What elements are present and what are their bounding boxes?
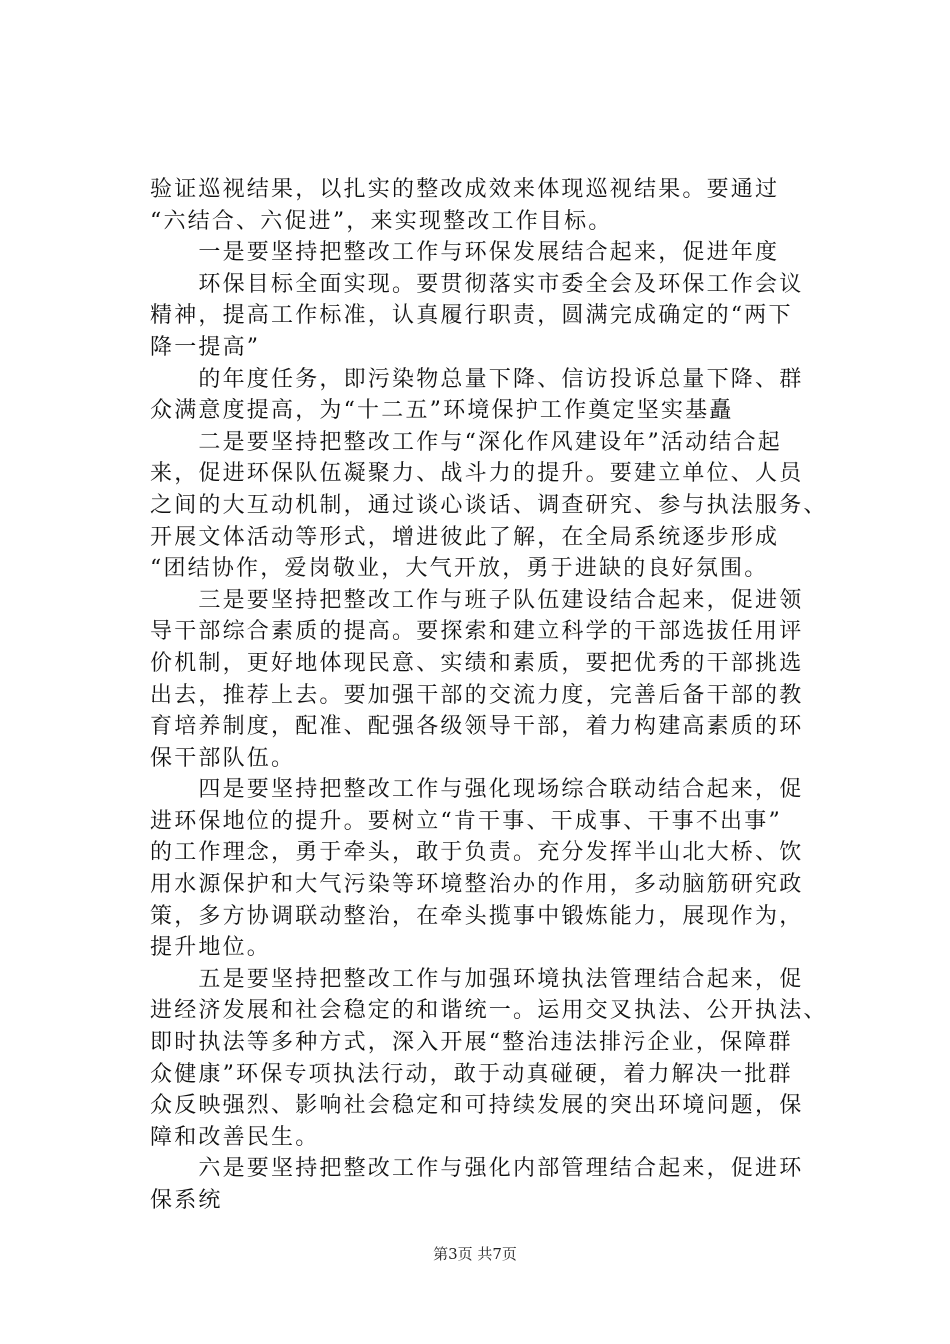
text-line: 精神，提高工作标准，认真履行职责，圆满完成确定的“两下	[150, 303, 793, 329]
text-line: 三是要坚持把整改工作与班子队伍建设结合起来，促进领	[150, 587, 804, 613]
text-line: 的工作理念，勇于牵头，敢于负责。充分发挥半山北大桥、饮	[150, 840, 804, 866]
text-line: 的年度任务，即污染物总量下降、信访投诉总量下降、群	[150, 366, 804, 392]
text-line: 五是要坚持把整改工作与加强环境执法管理结合起来，促	[150, 966, 804, 992]
text-line: 环保目标全面实现。要贯彻落实市委全会及环保工作会议	[150, 271, 804, 297]
text-line: 四是要坚持把整改工作与强化现场综合联动结合起来，促	[150, 777, 804, 803]
text-line: 保系统	[150, 1188, 223, 1213]
text-line: 障和改善民生。	[150, 1124, 320, 1150]
text-line: 价机制，更好地体现民意、实绩和素质，要把优秀的干部挑选	[150, 650, 804, 676]
text-line: 进环保地位的提升。要树立“肯干事、干成事、干事不出事”	[150, 808, 782, 834]
text-line: 验证巡视结果，以扎实的整改成效来体现巡视结果。要通过	[150, 177, 780, 202]
text-line: 来，促进环保队伍凝聚力、战斗力的提升。要建立单位、人员	[150, 461, 804, 487]
text-line: 开展文体活动等形式，增进彼此了解，在全局系统逐步形成	[150, 524, 780, 550]
text-line: 六是要坚持把整改工作与强化内部管理结合起来，促进环	[150, 1156, 804, 1182]
text-line: 策，多方协调联动整治，在牵头揽事中锻炼能力，展现作为，	[150, 903, 804, 929]
text-line: “团结协作，爱岗敬业，大气开放，勇于进缺的良好氛围。	[150, 556, 769, 582]
text-line: 导干部综合素质的提高。要探索和建立科学的干部选拔任用评	[150, 619, 804, 645]
text-line: 用水源保护和大气污染等环境整治办的作用，多动脑筋研究政	[150, 872, 804, 898]
text-line: 提升地位。	[150, 935, 272, 961]
text-line: 育培养制度，配准、配强各级领导干部，着力构建高素质的环	[150, 714, 804, 740]
page-footer: 第3页 共7页	[433, 1245, 517, 1263]
text-line: 之间的大互动机制，通过谈心谈话、调查研究、参与执法服务、	[150, 492, 828, 518]
text-line: 出去，推荐上去。要加强干部的交流力度，完善后备干部的教	[150, 682, 804, 708]
text-line: 降一提高”	[150, 334, 261, 360]
text-line: “六结合、六促进”，来实现整改工作目标。	[150, 208, 613, 234]
text-line: 众健康”环保专项执法行动，敢于动真碰硬，着力解决一批群	[150, 1061, 793, 1087]
text-line: 即时执法等多种方式，深入开展“整治违法排污企业，保障群	[150, 1030, 793, 1056]
text-line: 进经济发展和社会稳定的和谐统一。运用交叉执法、公开执法、	[150, 998, 828, 1024]
text-line: 保干部队伍。	[150, 745, 296, 771]
text-line: 二是要坚持把整改工作与“深化作风建设年”活动结合起	[150, 429, 782, 455]
text-line: 众反映强烈、影响社会稳定和可持续发展的突出环境问题，保	[150, 1093, 804, 1119]
document-body	[150, 174, 840, 1217]
text-line: 众满意度提高，为“十二五”环境保护工作奠定坚实基矗	[150, 398, 734, 424]
text-line: 一是要坚持把整改工作与环保发展结合起来，促进年度	[150, 240, 780, 266]
